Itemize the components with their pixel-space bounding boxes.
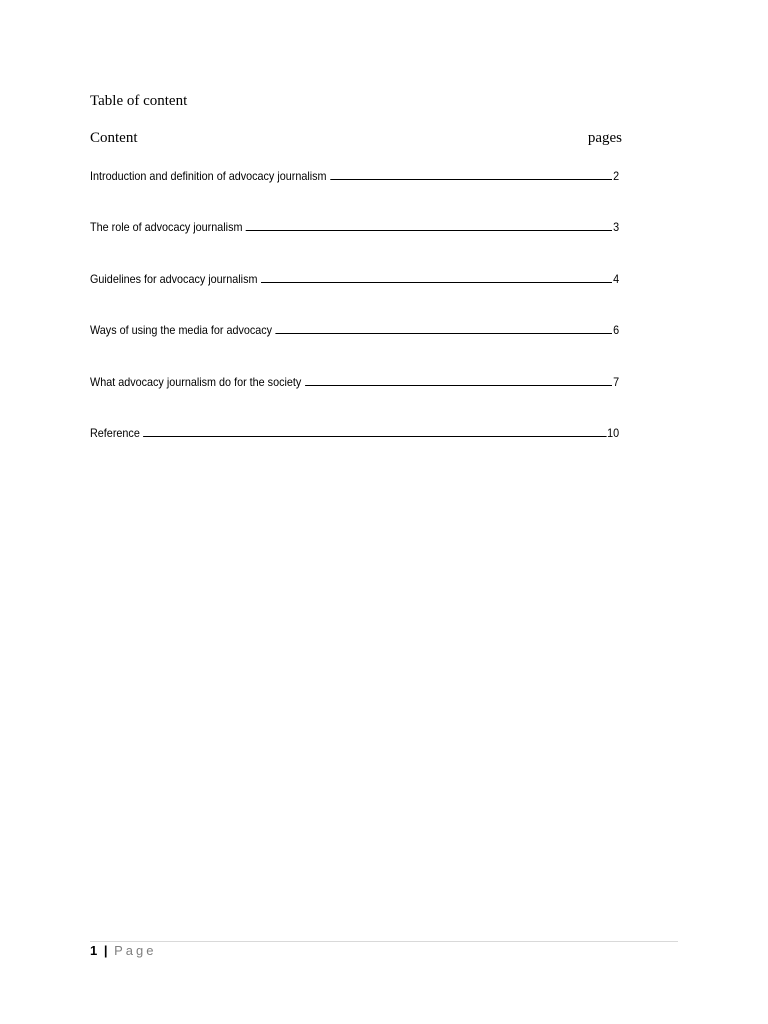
toc-entry: [90, 218, 619, 269]
footer-divider: [90, 941, 678, 942]
footer-page-number: 1: [90, 943, 98, 958]
pages-column-header: pages: [587, 130, 622, 146]
toc-entry-label: The role of advocacy journalism: [90, 220, 243, 235]
toc-title: Table of content: [90, 93, 188, 109]
content-column-header: Content: [90, 130, 138, 146]
toc-entry-label: Introduction and definition of advocacy journalism: [90, 169, 327, 183]
toc-leader-line: [261, 281, 612, 283]
toc-entry-page: 10: [607, 425, 620, 440]
toc-entry-page: 7: [613, 374, 620, 389]
toc-entry: [90, 424, 619, 475]
toc-leader-line: [305, 384, 612, 386]
toc-entry: [90, 373, 619, 424]
toc-entry: [90, 321, 619, 372]
toc-leader-line: [330, 178, 612, 180]
toc-entry-label: Ways of using the media for advocacy: [90, 323, 273, 338]
toc-entry: [90, 167, 619, 218]
toc-entry: [90, 270, 619, 321]
toc-leader-line: [246, 229, 612, 231]
toc-entry-page: 4: [613, 271, 620, 286]
page-footer: [90, 943, 157, 958]
toc-leader-line: [276, 332, 613, 334]
toc-leader-line: [143, 435, 606, 437]
toc-entry-label: Guidelines for advocacy journalism: [90, 271, 258, 286]
toc-entry-page: 2: [613, 169, 620, 183]
toc-entry-label: Reference: [90, 425, 140, 440]
toc-entry-page: 3: [613, 220, 620, 235]
footer-separator: |: [103, 943, 108, 958]
footer-page-label: Page: [114, 943, 157, 958]
toc-list: [90, 167, 620, 475]
toc-entry-label: What advocacy journalism do for the society: [90, 374, 302, 389]
toc-entry-page: 6: [613, 323, 620, 338]
